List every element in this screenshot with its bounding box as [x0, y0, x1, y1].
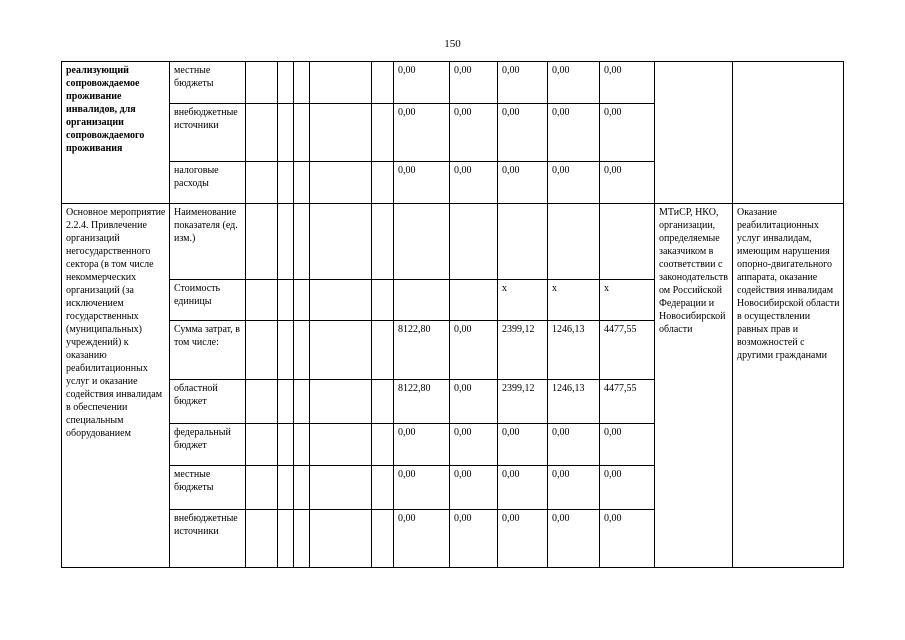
value-cell: 8122,80 — [394, 321, 450, 380]
value-cell: 0,00 — [450, 466, 498, 510]
budget-table — [61, 61, 844, 568]
value-cell: 0,00 — [498, 466, 548, 510]
value-cell: 1246,13 — [548, 380, 600, 424]
value-cell: 0,00 — [450, 104, 498, 162]
value-cell: 8122,80 — [394, 380, 450, 424]
value-cell: 1246,13 — [548, 321, 600, 380]
value-cell: 0,00 — [548, 510, 600, 568]
value-cell: 0,00 — [394, 510, 450, 568]
value-cell: 0,00 — [548, 162, 600, 204]
value-cell: 0,00 — [394, 424, 450, 466]
value-cell — [394, 280, 450, 321]
value-cell: 0,00 — [450, 510, 498, 568]
executor-cell: МТиСР, НКО, организации, определяемые заказчиком в соответствии с законодательством Российской Федерации и Новосибирской области — [655, 204, 733, 568]
value-cell — [600, 204, 655, 280]
value-cell: 0,00 — [498, 162, 548, 204]
value-cell: 0,00 — [450, 162, 498, 204]
value-cell: 0,00 — [498, 510, 548, 568]
funding-source-label: федеральный бюджет — [170, 424, 246, 466]
indicator-label: Сумма затрат, в том числе: — [170, 321, 246, 380]
table-row — [62, 204, 844, 280]
value-cell: 0,00 — [450, 62, 498, 104]
value-cell: 0,00 — [498, 62, 548, 104]
funding-source-label: местные бюджеты — [170, 62, 246, 104]
value-cell — [548, 204, 600, 280]
value-cell: 0,00 — [450, 380, 498, 424]
value-cell: 0,00 — [498, 424, 548, 466]
value-cell: x — [548, 280, 600, 321]
activity-description: реализующий сопровождаемое проживание инвалидов, для организации сопровождаемого проживания — [62, 62, 170, 204]
value-cell: 2399,12 — [498, 321, 548, 380]
value-cell: 0,00 — [450, 424, 498, 466]
value-cell: 0,00 — [450, 321, 498, 380]
value-cell: 0,00 — [600, 162, 655, 204]
value-cell — [394, 204, 450, 280]
indicator-label: Стоимость единицы — [170, 280, 246, 321]
funding-source-label: налоговые расходы — [170, 162, 246, 204]
value-cell: 0,00 — [394, 162, 450, 204]
value-cell: 0,00 — [600, 104, 655, 162]
value-cell — [498, 204, 548, 280]
funding-source-label: внебюджетные источники — [170, 510, 246, 568]
value-cell: 0,00 — [600, 466, 655, 510]
funding-source-label: местные бюджеты — [170, 466, 246, 510]
value-cell: 0,00 — [548, 424, 600, 466]
result-cell: Оказание реабилитационных услуг инвалидам, имеющим нарушения опорно-двигательного аппарата, оказание содействия инвалидам Новосибирской области в осуществлении равных прав и возможностей с другими гражданами — [733, 204, 844, 568]
value-cell: 0,00 — [600, 424, 655, 466]
value-cell: 0,00 — [548, 62, 600, 104]
value-cell: 0,00 — [394, 62, 450, 104]
value-cell: 0,00 — [548, 104, 600, 162]
value-cell: x — [498, 280, 548, 321]
funding-source-label: внебюджетные источники — [170, 104, 246, 162]
indicator-label: Наименование показателя (ед. изм.) — [170, 204, 246, 280]
activity-description: Основное мероприятие 2.2.4. Привлечение организаций негосударственного сектора (в том числе некоммерческих организаций (за исключением государственных (муниципальных) учреждений) к оказанию реабилитационных услуг и оказание содействия инвалидам в обеспечении специальным оборудованием — [62, 204, 170, 568]
value-cell: 0,00 — [600, 510, 655, 568]
value-cell — [450, 280, 498, 321]
page-number: 150 — [444, 38, 461, 50]
value-cell: x — [600, 280, 655, 321]
funding-source-label: областной бюджет — [170, 380, 246, 424]
value-cell: 0,00 — [498, 104, 548, 162]
value-cell: 0,00 — [394, 104, 450, 162]
value-cell: 0,00 — [600, 62, 655, 104]
value-cell: 4477,55 — [600, 321, 655, 380]
table-row — [62, 62, 844, 104]
value-cell: 0,00 — [548, 466, 600, 510]
value-cell: 0,00 — [394, 466, 450, 510]
value-cell: 4477,55 — [600, 380, 655, 424]
value-cell — [450, 204, 498, 280]
value-cell: 2399,12 — [498, 380, 548, 424]
